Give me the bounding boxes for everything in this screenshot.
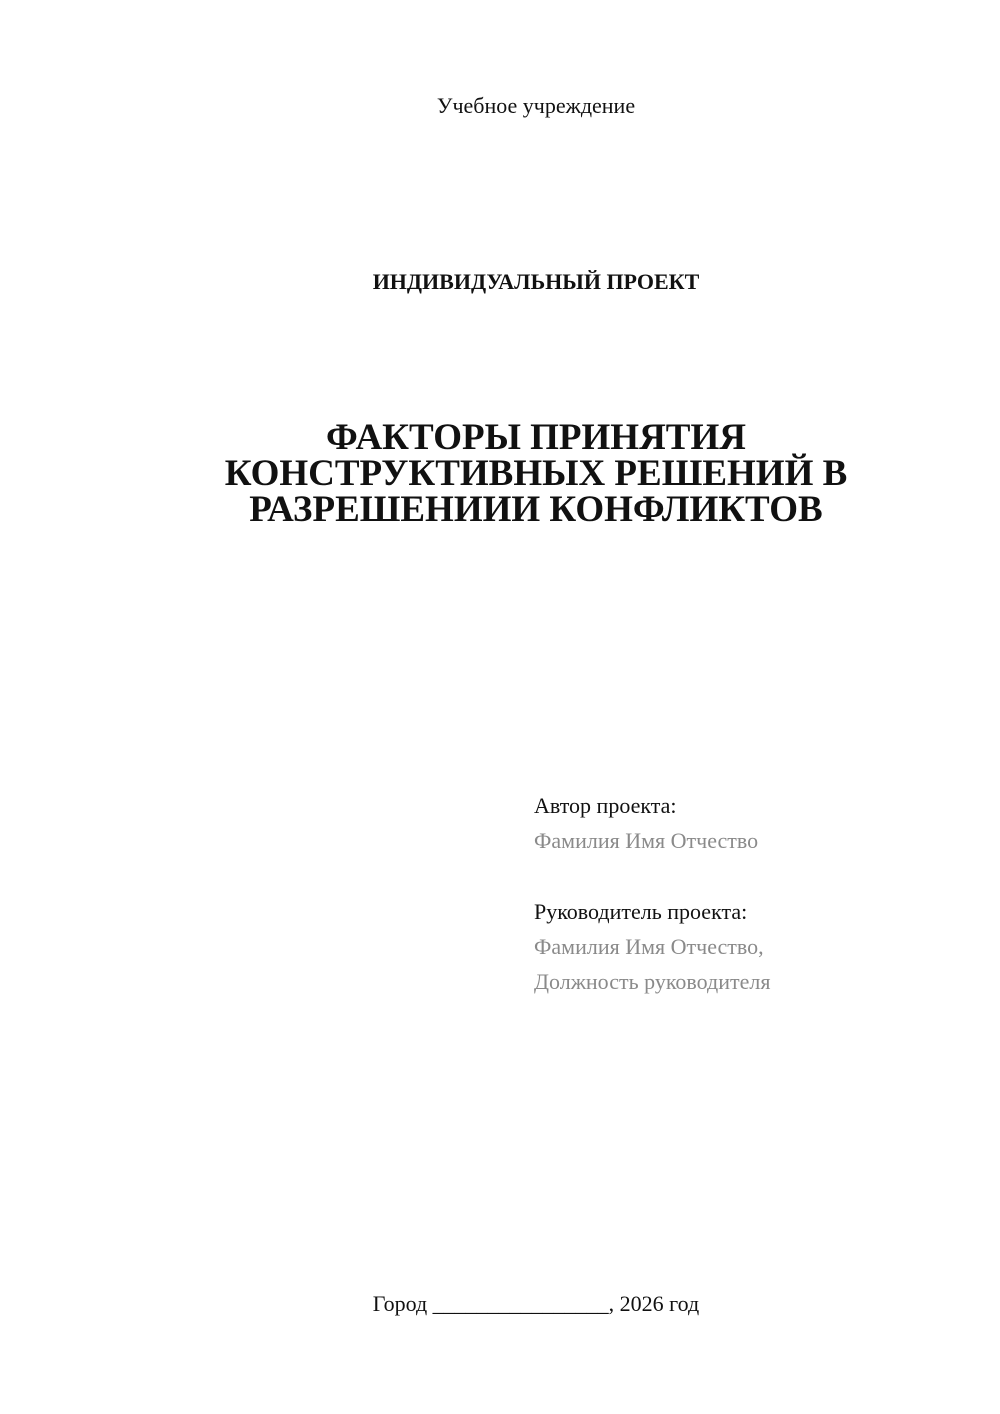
institution-name: Учебное учреждение: [436, 93, 636, 118]
supervisor-position: Должность руководителя: [534, 969, 771, 994]
document-type: ИНДИВИДУАЛЬНЫЙ ПРОЕКТ: [372, 269, 700, 294]
project-title: [0, 417, 1000, 530]
city-year-line: Город ________________, 2026 год: [372, 1291, 700, 1316]
authors-block: [534, 788, 974, 999]
authors-gap: [534, 858, 974, 894]
title-line-2: КОНСТРУКТИВНЫХ РЕШЕНИЙ В: [224, 453, 848, 494]
supervisor-label: Руководитель проекта:: [534, 899, 748, 924]
title-line-3: РАЗРЕШЕНИИИ КОНФЛИКТОВ: [249, 489, 823, 530]
supervisor-name: Фамилия Имя Отчество,: [534, 934, 764, 959]
title-line-1: ФАКТОРЫ ПРИНЯТИЯ: [326, 417, 746, 458]
author-name: Фамилия Имя Отчество: [534, 828, 759, 853]
author-label: Автор проекта:: [534, 793, 677, 818]
